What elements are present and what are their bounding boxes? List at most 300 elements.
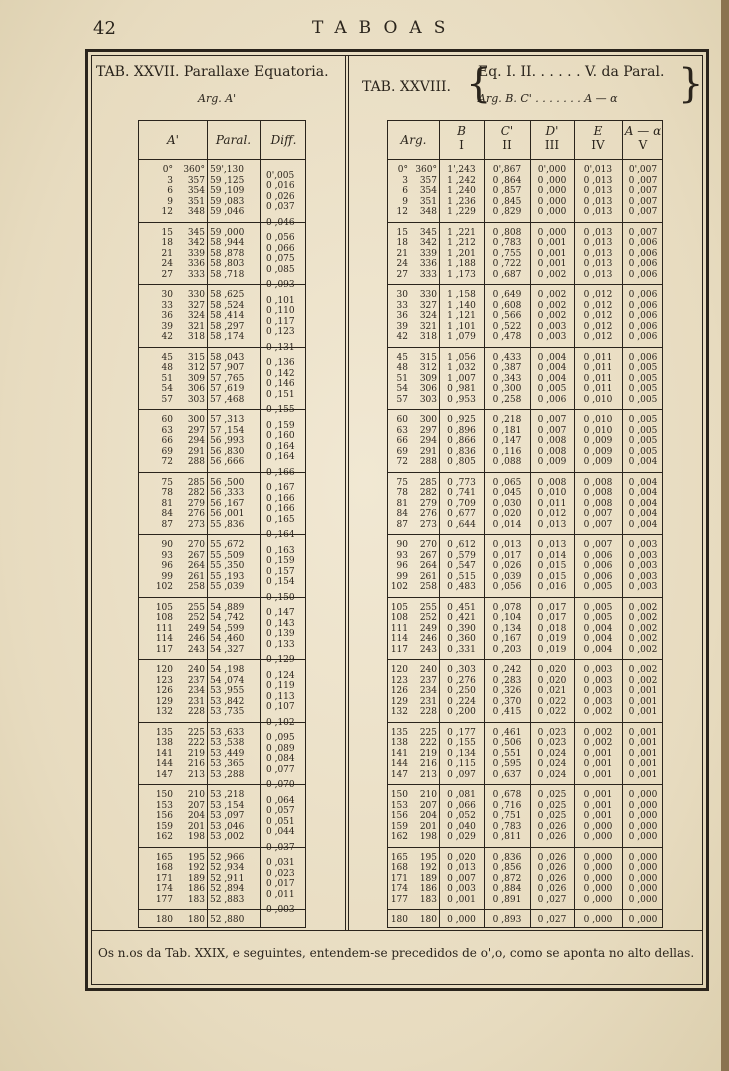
- t28-e-cell: 0 ,003: [583, 675, 613, 686]
- t27-arg-b: 345: [187, 227, 205, 238]
- t27-diff-cell: 0 ,165: [266, 514, 295, 525]
- t27-paral-cell: 57 ,313: [210, 415, 245, 425]
- t27-arg-b: 192: [187, 863, 205, 873]
- t27-arg-b: 273: [187, 519, 205, 530]
- t28-arg-a: 144: [390, 759, 408, 769]
- t27-arg-b: 267: [187, 550, 205, 561]
- t28-b-cell: 1',243: [447, 165, 476, 175]
- t27-arg-a: 108: [155, 613, 173, 623]
- t27-paral-cell: 53 ,842: [210, 696, 245, 707]
- t28-d-cell: 0 ,010: [537, 488, 567, 498]
- t28-arg-a: 96: [396, 561, 408, 571]
- t27-paral-cell: 56 ,001: [210, 509, 245, 519]
- t27-paral-cell: 53 ,097: [210, 811, 245, 821]
- t28-b-cell: 0 ,331: [447, 644, 476, 655]
- t28-b-cell: 0 ,579: [447, 550, 476, 561]
- t27-paral-cell: 56 ,993: [210, 436, 245, 446]
- t27-paral-cell: 52 ,883: [210, 894, 245, 905]
- t27-arg-a: 33: [161, 300, 173, 311]
- t27-arg-a: 9: [167, 196, 173, 207]
- t28-e-cell: 0 ,013: [583, 207, 613, 217]
- t28-d-cell: 0 ,026: [537, 832, 567, 842]
- t28-e-cell: 0 ,003: [583, 665, 613, 675]
- t28-arg-a: 93: [396, 550, 408, 561]
- t27-arg-b: 357: [187, 175, 205, 186]
- t28-v-cell: 0 ,001: [628, 686, 658, 696]
- t27-arg-a: 66: [161, 436, 173, 446]
- t28-arg-b: 207: [419, 800, 437, 811]
- footer-rule: [91, 930, 703, 931]
- t28-e-cell: 0 ,002: [583, 727, 613, 738]
- t28-c-cell: 0 ,678: [492, 790, 522, 800]
- t27-diff-cell: 0 ,157: [266, 566, 295, 577]
- t28-d-cell: 0 ,000: [537, 227, 567, 238]
- t27-paral-cell: 53 ,002: [210, 832, 245, 842]
- t28-v-cell: 0 ,002: [628, 623, 658, 634]
- t28-c-cell: 0 ,167: [492, 634, 522, 644]
- t28-e-cell: 0 ,006: [583, 550, 613, 561]
- t27-diff-cell: 0 ,031: [266, 858, 295, 869]
- t27-arg-b: 255: [187, 602, 205, 613]
- t28-arg-a: 90: [396, 540, 408, 550]
- t27-arg-a: 165: [155, 852, 173, 863]
- t28-v-cell: 0 ,006: [628, 321, 658, 332]
- t28-v-cell: 0 ,004: [628, 488, 658, 498]
- t27-diff-cell: 0 ,155: [266, 405, 295, 416]
- t28-arg-a: 33: [396, 300, 408, 311]
- t27-paral-cell: 58 ,625: [210, 290, 245, 300]
- left-brace: {: [466, 61, 492, 107]
- t28-arg-a: 30: [396, 290, 408, 300]
- t28-b-cell: 0 ,953: [447, 394, 476, 405]
- t28-v-cell: 0 ,005: [628, 436, 658, 446]
- t27-diff-cell: 0 ,095: [266, 733, 295, 744]
- t28-arg-a: 99: [396, 571, 408, 582]
- t28-e-cell: 0 ,012: [583, 332, 613, 342]
- t28-col-d: D' III: [544, 124, 560, 152]
- t27-arg-b: 261: [187, 571, 205, 582]
- t27-arg-a: 93: [161, 550, 173, 561]
- t28-v-cell: 0',007: [628, 165, 658, 175]
- t28-b-cell: 0 ,547: [447, 561, 476, 571]
- t27-diff-cell: 0 ,166: [266, 493, 295, 504]
- t27-paral-cell: 56 ,333: [210, 488, 245, 498]
- t28-b-cell: 0 ,177: [447, 727, 476, 738]
- t27-diff-cell: 0 ,154: [266, 577, 295, 588]
- t27-arg-b: 219: [187, 748, 205, 759]
- t28-d-cell: 0 ,002: [537, 300, 567, 311]
- t27-arg-b: 291: [187, 446, 205, 457]
- t27-arg-a: 63: [161, 425, 173, 436]
- t27-diff-cell: 0 ,044: [266, 827, 295, 838]
- t28-d-cell: 0 ,025: [537, 811, 567, 821]
- t27-paral-cell: 54 ,460: [210, 634, 245, 644]
- t28-b-cell: 0 ,250: [447, 686, 476, 696]
- t28-b-cell: 0 ,925: [447, 415, 476, 425]
- t28-d-cell: 0 ,000: [537, 207, 567, 217]
- t28-arg-a: 180: [390, 915, 408, 925]
- t28-v-cell: 0 ,007: [628, 175, 658, 186]
- t28-arg-a: 114: [390, 634, 408, 644]
- t27-paral-cell: 58 ,718: [210, 269, 245, 280]
- t28-arg-a: 81: [396, 498, 408, 509]
- t27-arg-b: 312: [187, 363, 205, 373]
- t28-b-cell: 0 ,773: [447, 477, 476, 488]
- t28-b-cell: 0 ,805: [447, 457, 476, 467]
- t27-arg-b: 318: [187, 332, 205, 342]
- t28-e-cell: 0 ,005: [583, 582, 613, 592]
- t28-c-cell: 0 ,608: [492, 300, 522, 311]
- t28-c-cell: 0 ,258: [492, 394, 522, 405]
- t27-arg-a: 135: [155, 727, 173, 738]
- t28-arg-a: 132: [390, 707, 408, 717]
- t28-c-cell: 0 ,687: [492, 269, 522, 280]
- running-title: TABOAS: [312, 18, 458, 38]
- t28-d-cell: 0 ,027: [537, 894, 567, 905]
- t27-arg-b: 351: [187, 196, 205, 207]
- t27-arg-a: 30: [161, 290, 173, 300]
- t28-c-cell: 0 ,014: [492, 519, 522, 530]
- t27-arg-b: 240: [187, 665, 205, 675]
- t28-arg-a: 18: [396, 238, 408, 248]
- t28-arg-b: 309: [419, 373, 437, 384]
- t28-b-cell: 0 ,115: [447, 759, 476, 769]
- t28-d-cell: 0 ,004: [537, 363, 567, 373]
- t28-arg-b: 192: [419, 863, 437, 873]
- t28-b-cell: 0 ,097: [447, 769, 476, 780]
- t28-e-cell: 0 ,003: [583, 686, 613, 696]
- t27-arg-b: 348: [187, 207, 205, 217]
- t27-paral-cell: 58 ,878: [210, 248, 245, 259]
- t27-diff-cell: 0 ,139: [266, 629, 295, 640]
- t28-arg-b: 195: [419, 852, 437, 863]
- t28-d-cell: 0 ,000: [537, 186, 567, 196]
- t28-v-cell: 0 ,000: [628, 863, 658, 873]
- t28-d-cell: 0 ,020: [537, 675, 567, 686]
- t28-d-cell: 0 ,019: [537, 634, 567, 644]
- t28-v-cell: 0 ,000: [628, 790, 658, 800]
- t28-b-cell: 1 ,158: [447, 290, 476, 300]
- t28-c-cell: 0 ,595: [492, 759, 522, 769]
- t27-diff-cell: 0 ,164: [266, 530, 295, 541]
- t28-b-cell: 0 ,303: [447, 665, 476, 675]
- t28-e-cell: 0 ,012: [583, 321, 613, 332]
- t27-diff-cell: 0 ,070: [266, 780, 295, 791]
- t28-arg-a: 126: [390, 686, 408, 696]
- t28-arg-b: 282: [419, 488, 437, 498]
- t27-diff-cell: 0 ,066: [266, 243, 295, 254]
- t27-arg-b: 225: [187, 727, 205, 738]
- t28-arg-b: 327: [419, 300, 437, 311]
- t28-arg-a: 3: [402, 175, 408, 186]
- t28-b-cell: 0 ,155: [447, 738, 476, 748]
- t28-e-cell: 0 ,008: [583, 488, 613, 498]
- t28-v-cell: 0 ,005: [628, 363, 658, 373]
- t28-v-cell: 0 ,002: [628, 644, 658, 655]
- t28-arg-a: 120: [390, 665, 408, 675]
- t28-v-cell: 0 ,001: [628, 738, 658, 748]
- t28-b-cell: 0 ,390: [447, 623, 476, 634]
- table-divider: [345, 56, 349, 930]
- t28-arg-b: 252: [419, 613, 437, 623]
- t28-c-cell: 0 ,783: [492, 821, 522, 832]
- t27-paral-cell: 52 ,880: [210, 915, 245, 925]
- t28-arg-b: 312: [419, 363, 437, 373]
- t28-arg-b: 243: [419, 644, 437, 655]
- t27-arg-b: 303: [187, 394, 205, 405]
- t28-d-cell: 0 ,026: [537, 873, 567, 884]
- t28-c-cell: 0 ,078: [492, 602, 522, 613]
- t28-b-cell: 0 ,276: [447, 675, 476, 686]
- t28-arg-b: 351: [419, 196, 437, 207]
- t28-c-cell: 0 ,326: [492, 686, 522, 696]
- t27-arg-b: 270: [187, 540, 205, 550]
- t27-arg-a: 75: [161, 477, 173, 488]
- t28-v-cell: 0 ,006: [628, 269, 658, 280]
- t28-d-cell: 0 ,003: [537, 321, 567, 332]
- t27-diff-cell: 0 ,164: [266, 452, 295, 463]
- t28-v-cell: 0 ,006: [628, 259, 658, 269]
- t28-c-cell: 0 ,551: [492, 748, 522, 759]
- t27-paral-cell: 57 ,154: [210, 425, 245, 436]
- t27-arg-a: 141: [155, 748, 173, 759]
- t27-paral-cell: 58 ,174: [210, 332, 245, 342]
- t28-b-cell: 1 ,032: [447, 363, 476, 373]
- t28-arg-a: 57: [396, 394, 408, 405]
- t27-arg-b: 216: [187, 759, 205, 769]
- page-number: 42: [93, 18, 116, 39]
- t27-arg-a: 168: [155, 863, 173, 873]
- t28-b-cell: 1 ,007: [447, 373, 476, 384]
- t27-diff-cell: 0 ,164: [266, 441, 295, 452]
- t28-b-cell: 0 ,040: [447, 821, 476, 832]
- t28-arg-b: 291: [419, 446, 437, 457]
- t28-v-cell: 0 ,000: [628, 811, 658, 821]
- t28-b-cell: 0 ,451: [447, 602, 476, 613]
- t27-diff-cell: 0 ,117: [266, 316, 295, 327]
- t28-b-cell: 0 ,896: [447, 425, 476, 436]
- table-xxvii: [138, 120, 306, 928]
- t27-arg-b: 327: [187, 300, 205, 311]
- t28-e-cell: 0 ,011: [583, 352, 613, 363]
- t28-d-cell: 0 ,019: [537, 644, 567, 655]
- t27-paral-cell: 55 ,672: [210, 540, 245, 550]
- t28-arg-b: 339: [419, 248, 437, 259]
- t28-arg-a: 177: [390, 894, 408, 905]
- t27-arg-a: 180: [155, 915, 173, 925]
- t27-arg-b: 321: [187, 321, 205, 332]
- t28-v-cell: 0 ,000: [628, 894, 658, 905]
- t28-b-cell: 0 ,644: [447, 519, 476, 530]
- t28-v-cell: 0 ,001: [628, 707, 658, 717]
- t27-arg-b: 309: [187, 373, 205, 384]
- t27-col-paral: Paral.: [215, 133, 252, 147]
- t27-diff-cell: 0 ,026: [266, 191, 295, 202]
- t28-e-cell: 0 ,004: [583, 623, 613, 634]
- t28-v-cell: 0 ,006: [628, 248, 658, 259]
- t28-d-cell: 0 ,001: [537, 238, 567, 248]
- t27-arg-a: 39: [161, 321, 173, 332]
- t27-arg-b: 189: [187, 873, 205, 884]
- t28-arg-b: 300: [419, 415, 437, 425]
- t27-arg-a: 72: [161, 457, 173, 467]
- t28-e-cell: 0 ,013: [583, 248, 613, 259]
- t27-paral-cell: 55 ,193: [210, 571, 245, 582]
- t28-v-cell: 0 ,001: [628, 727, 658, 738]
- t27-paral-cell: 53 ,218: [210, 790, 245, 800]
- t28-arg-b: 273: [419, 519, 437, 530]
- t28-arg-b: 315: [419, 352, 437, 363]
- t27-diff-cell: 0 ,163: [266, 545, 295, 556]
- t28-b-cell: 0 ,360: [447, 634, 476, 644]
- t27-diff-cell: 0 ,085: [266, 264, 295, 275]
- t27-arg-b: 258: [187, 582, 205, 592]
- t28-arg-b: 222: [419, 738, 437, 748]
- t28-d-cell: 0 ,023: [537, 727, 567, 738]
- t27-arg-a: 3: [167, 175, 173, 186]
- t28-arg-a: 6: [402, 186, 408, 196]
- t27-arg-a: 150: [155, 790, 173, 800]
- t28-e-cell: 0 ,004: [583, 644, 613, 655]
- t27-paral-cell: 58 ,944: [210, 238, 245, 248]
- t28-b-cell: 0 ,052: [447, 811, 476, 821]
- t27-arg-b: 333: [187, 269, 205, 280]
- t28-e-cell: 0 ,009: [583, 436, 613, 446]
- t28-arg-b: 348: [419, 207, 437, 217]
- t28-arg-b: 213: [419, 769, 437, 780]
- t28-v-cell: 0 ,001: [628, 748, 658, 759]
- t27-argument: Arg. A': [198, 92, 237, 105]
- t27-diff-cell: 0 ,151: [266, 389, 295, 400]
- t28-v-cell: 0 ,004: [628, 457, 658, 467]
- t28-arg-a: 111: [390, 623, 408, 634]
- t28-c-cell: 0 ,181: [492, 425, 522, 436]
- t28-b-cell: 0 ,677: [447, 509, 476, 519]
- t27-arg-b: 339: [187, 248, 205, 259]
- t28-c-cell: 0 ,030: [492, 498, 522, 509]
- t28-b-cell: 0 ,029: [447, 832, 476, 842]
- t27-arg-a: 21: [161, 248, 173, 259]
- t28-arg-a: 36: [396, 311, 408, 321]
- t28-v-cell: 0 ,004: [628, 509, 658, 519]
- t28-v-cell: 0 ,001: [628, 769, 658, 780]
- t27-arg-b: 315: [187, 352, 205, 363]
- t28-c-cell: 0 ,829: [492, 207, 522, 217]
- t28-c-cell: 0 ,045: [492, 488, 522, 498]
- t28-v-cell: 0 ,001: [628, 759, 658, 769]
- t27-paral-cell: 56 ,167: [210, 498, 245, 509]
- t27-diff-cell: 0 ,150: [266, 592, 295, 603]
- t27-diff-cell: 0 ,123: [266, 327, 295, 338]
- t28-c-cell: 0 ,857: [492, 186, 522, 196]
- t28-arg-b: 231: [419, 696, 437, 707]
- t28-b-cell: 0 ,013: [447, 863, 476, 873]
- t27-arg-b: 285: [187, 477, 205, 488]
- t28-e-cell: 0 ,013: [583, 175, 613, 186]
- t28-arg-b: 345: [419, 227, 437, 238]
- t28-b-cell: 1 ,212: [447, 238, 476, 248]
- t28-b-cell: 0 ,836: [447, 446, 476, 457]
- t28-col-e: E IV: [591, 124, 605, 152]
- t28-d-cell: 0 ,015: [537, 561, 567, 571]
- t27-arg-a: 81: [161, 498, 173, 509]
- t28-b-cell: 0 ,483: [447, 582, 476, 592]
- t27-arg-a: 69: [161, 446, 173, 457]
- t28-arg-b: 324: [419, 311, 437, 321]
- t28-b-cell: 0 ,081: [447, 790, 476, 800]
- t28-arg-b: 318: [419, 332, 437, 342]
- t28-c-cell: 0 ,056: [492, 582, 522, 592]
- t27-diff-cell: 0 ,003: [266, 905, 295, 916]
- t28-v-cell: 0 ,006: [628, 300, 658, 311]
- t28-d-cell: 0 ,002: [537, 311, 567, 321]
- t27-diff-cell: 0 ,077: [266, 764, 295, 775]
- t27-arg-a: 126: [155, 686, 173, 696]
- t28-b-cell: 0 ,001: [447, 894, 476, 905]
- t28-c-cell: 0 ,872: [492, 873, 522, 884]
- t27-arg-a: 54: [161, 384, 173, 394]
- t27-arg-a: 132: [155, 707, 173, 717]
- t28-arg-b: 336: [419, 259, 437, 269]
- t27-paral-cell: 55 ,350: [210, 561, 245, 571]
- t28-arg-b: 240: [419, 665, 437, 675]
- t28-e-cell: 0 ,007: [583, 519, 613, 530]
- t27-paral-cell: 59 ,046: [210, 207, 245, 217]
- t28-c-cell: 0 ,461: [492, 727, 522, 738]
- t28-e-cell: 0 ,002: [583, 738, 613, 748]
- t27-diff-cell: 0 ,093: [266, 280, 295, 291]
- t28-v-cell: 0 ,005: [628, 446, 658, 457]
- t27-paral-cell: 53 ,538: [210, 738, 245, 748]
- t28-e-cell: 0 ,007: [583, 540, 613, 550]
- t28-v-cell: 0 ,000: [628, 915, 658, 925]
- t28-b-cell: 0 ,000: [447, 915, 476, 925]
- t28-e-cell: 0 ,013: [583, 196, 613, 207]
- t28-arg-a: 24: [396, 259, 408, 269]
- t27-arg-a: 99: [161, 571, 173, 582]
- t28-b-cell: 0 ,421: [447, 613, 476, 623]
- t27-arg-b: 300: [187, 415, 205, 425]
- t28-b-cell: 1 ,229: [447, 207, 476, 217]
- right-brace: }: [678, 61, 704, 107]
- t27-arg-a: 78: [161, 488, 173, 498]
- t27-arg-b: 186: [187, 884, 205, 894]
- t27-arg-a: 162: [155, 832, 173, 842]
- t28-b-cell: 1 ,240: [447, 186, 476, 196]
- t28-v-cell: 0 ,005: [628, 394, 658, 405]
- t28-arg-a: 174: [390, 884, 408, 894]
- t28-e-cell: 0 ,013: [583, 227, 613, 238]
- t28-arg-b: 270: [419, 540, 437, 550]
- t27-paral-cell: 58 ,043: [210, 352, 245, 363]
- t28-c-cell: 0 ,836: [492, 852, 522, 863]
- t27-arg-b: 252: [187, 613, 205, 623]
- t28-d-cell: 0 ,025: [537, 790, 567, 800]
- t27-paral-cell: 56 ,830: [210, 446, 245, 457]
- t28-d-cell: 0 ,015: [537, 571, 567, 582]
- t28-e-cell: 0 ,000: [583, 852, 613, 863]
- t28-col-arg: Arg.: [400, 133, 427, 147]
- t28-c-cell: 0 ,884: [492, 884, 522, 894]
- t28-b-cell: 0 ,134: [447, 748, 476, 759]
- t27-arg-a: 51: [161, 373, 173, 384]
- t28-v-cell: 0 ,002: [628, 634, 658, 644]
- t27-diff-cell: 0 ,101: [266, 295, 295, 306]
- t28-b-cell: 0 ,224: [447, 696, 476, 707]
- t28-col-b: B I: [457, 124, 466, 152]
- t28-v-cell: 0 ,000: [628, 832, 658, 842]
- t27-arg-b: 336: [187, 259, 205, 269]
